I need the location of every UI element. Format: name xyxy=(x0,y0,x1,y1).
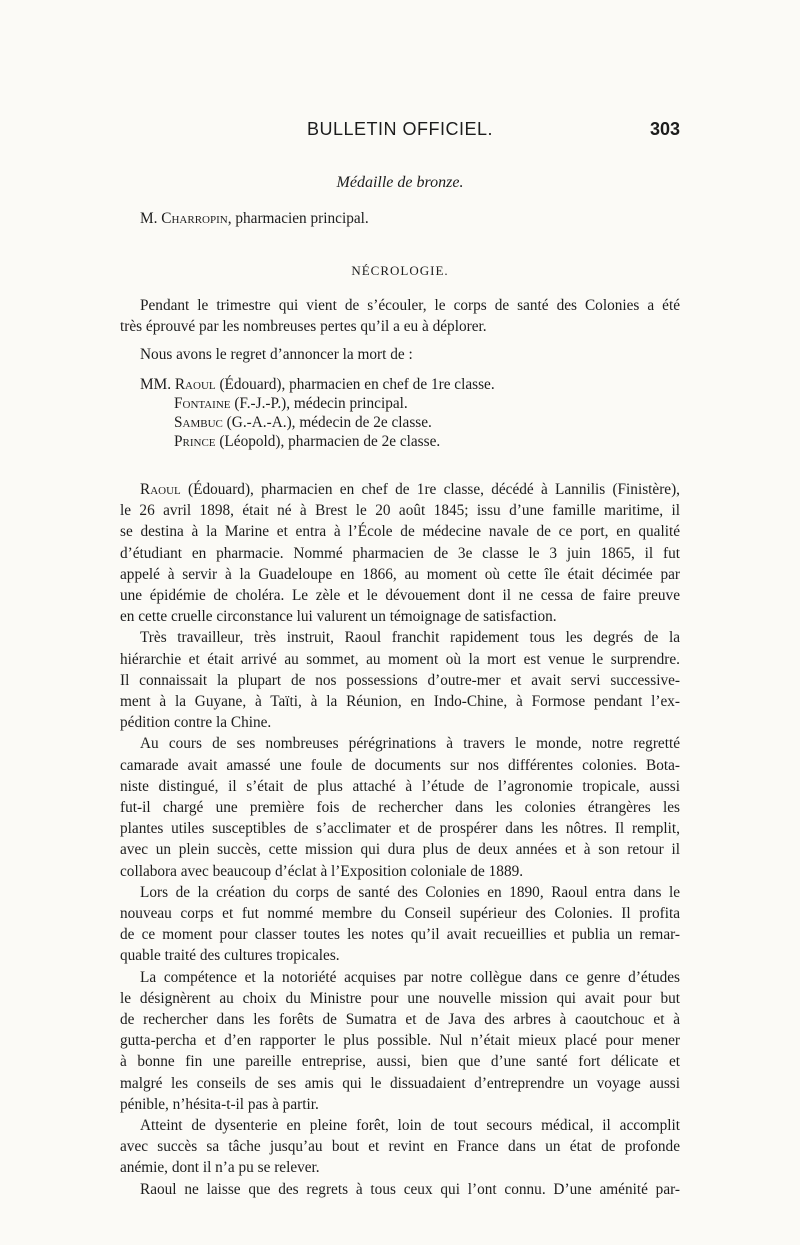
text-line: Très travailleur, très instruit, Raoul franchit rapidement tous les degrés de la xyxy=(140,629,680,647)
death-entry-name: Raoul xyxy=(174,376,216,393)
death-entry-rest: (Léopold), pharmacien de 2e classe. xyxy=(215,433,441,450)
death-entry-name: Fontaine xyxy=(174,395,231,412)
text-line: malgré les conseils de ses amis qui le dissuadaient d’entreprendre un voyage aussi xyxy=(120,1074,680,1092)
medal-recipient-name: Charropin xyxy=(161,210,228,227)
text-line: ment à la Guyane, à Taïti, à la Réunion, en Indo-Chine, à Formose pendant l’ex- xyxy=(120,693,680,710)
death-entry-rest: (G.-A.-A.), médecin de 2e classe. xyxy=(222,414,432,431)
text-line: avec succès sa tâche jusqu’au bout et revint en France dans un état de profonde xyxy=(120,1138,680,1156)
text-line: Pendant le trimestre qui vient de s’écouler, le corps de santé des Colonies a été xyxy=(140,297,680,314)
text-line: le désignèrent au choix du Ministre pour une nouvelle mission qui avait pour but xyxy=(120,989,680,1007)
text-line: (Édouard), pharmacien en chef de 1re classe, décédé à Lannilis (Finistère), xyxy=(180,481,680,498)
death-entry xyxy=(174,413,432,432)
text-line: collabora avec beaucoup d’éclat à l’Exposition coloniale de 1889. xyxy=(120,862,524,880)
necrology-heading: NÉCROLOGIE. xyxy=(351,263,449,278)
text-line: camarade avait amassé une foule de documents sur nos différentes colonies. Bota- xyxy=(120,756,680,774)
text-line: se destina à la Marine et entra à l’École de médecine navale de ce port, en qualité xyxy=(120,523,680,541)
text-line: gutta-percha et d’en rapporter le plus possible. Nul n’était mieux placé pour mener xyxy=(120,1032,680,1050)
page-number: 303 xyxy=(649,119,680,139)
text-line: plantes utiles susceptibles de s’acclimater et de prospérer dans les nôtres. Il remplit, xyxy=(120,820,680,838)
death-entry-rest: (F.-J.-P.), médecin principal. xyxy=(230,395,408,412)
text-line: le 26 avril 1898, était né à Brest le 20 août 1845; issu d’une famille maritime, il xyxy=(120,502,680,520)
text-line: fut-il chargé une première fois de rechercher dans les colonies étrangères les xyxy=(120,799,680,816)
text-line: Il connaissait la plupart de nos possessions d’outre-mer et avait servi successive- xyxy=(120,671,680,689)
text-line: Au cours de ses nombreuses pérégrinations à travers le monde, notre regretté xyxy=(140,735,680,753)
text-line: d’étudiant en pharmacie. Nommé pharmacien de 3e classe le 3 juin 1865, il fut xyxy=(120,544,680,562)
text-line: de ce moment pour classer toutes les notes qu’il avait recueillies et publia un remar- xyxy=(120,926,680,944)
medal-heading: Médaille de bronze. xyxy=(336,174,464,191)
death-entry-name: Sambuc xyxy=(174,414,223,431)
text-line: à bonne fin une pareille entreprise, aussi, bien que d’une santé fort délicate et xyxy=(120,1053,680,1071)
medal-recipient-rest: , pharmacien principal. xyxy=(227,210,369,227)
death-entry-rest: (Édouard), pharmacien en chef de 1re classe. xyxy=(215,376,495,393)
text-line: avec un plein succès, cette mission qui dura plus de deux années et à son retour il xyxy=(120,841,680,859)
death-entry xyxy=(140,375,495,394)
text-line: Atteint de dysenterie en pleine forêt, loin de tout secours médical, il accomplit xyxy=(140,1117,680,1134)
text-line: appelé à servir à la Guadeloupe en 1866, au moment où cette île était décimée par xyxy=(120,565,680,583)
text-line: Lors de la création du corps de santé des Colonies en 1890, Raoul entra dans le xyxy=(140,883,680,901)
death-entry-name: Prince xyxy=(174,433,216,450)
death-entry-prefix: MM. xyxy=(140,376,172,393)
text-line: niste distingué, il s’était de plus attaché à l’étude de l’agronomie tropicale, aussi xyxy=(120,777,680,795)
death-entry xyxy=(174,432,440,451)
medal-recipient xyxy=(140,209,369,228)
announce-line: Nous avons le regret d’annoncer la mort de : xyxy=(140,346,413,363)
text-line: Raoul ne laisse que des regrets à tous ceux qui l’ont connu. D’une aménité par- xyxy=(140,1180,680,1198)
text-line: quable traité des cultures tropicales. xyxy=(120,947,340,965)
text-line: La compétence et la notoriété acquises par notre collègue dans ce genre d’études xyxy=(140,968,680,986)
death-entry xyxy=(174,394,408,413)
text-line: en cette cruelle circonstance lui valurent un témoignage de satisfaction. xyxy=(120,608,557,626)
obituary-first-line xyxy=(140,480,680,499)
text-line: pédition contre la Chine. xyxy=(120,714,272,732)
medal-recipient-prefix: M. xyxy=(140,210,158,227)
page-header xyxy=(120,116,680,146)
text-line: pénible, n’hésita-t-il pas à partir. xyxy=(120,1095,319,1113)
text-line: très éprouvé par les nombreuses pertes qu’il a eu à déplorer. xyxy=(120,318,487,335)
text-line: hiérarchie et était arrivé au sommet, au moment où la mort est venue le surprendre. xyxy=(120,650,680,668)
obituary-name: Raoul xyxy=(140,481,181,498)
text-line: anémie, dont il n’a pu se relever. xyxy=(120,1159,320,1177)
running-title: BULLETIN OFFICIEL. xyxy=(306,119,494,139)
text-line: de rechercher dans les forêts de Sumatra et de Java des arbres à caoutchouc et à xyxy=(120,1011,680,1028)
text-line: une épidémie de choléra. Le zèle et le dévouement dont il ne cessa de faire preuve xyxy=(120,587,680,604)
text-line: nouveau corps et fut nommé membre du Conseil supérieur des Colonies. Il profita xyxy=(120,905,680,922)
